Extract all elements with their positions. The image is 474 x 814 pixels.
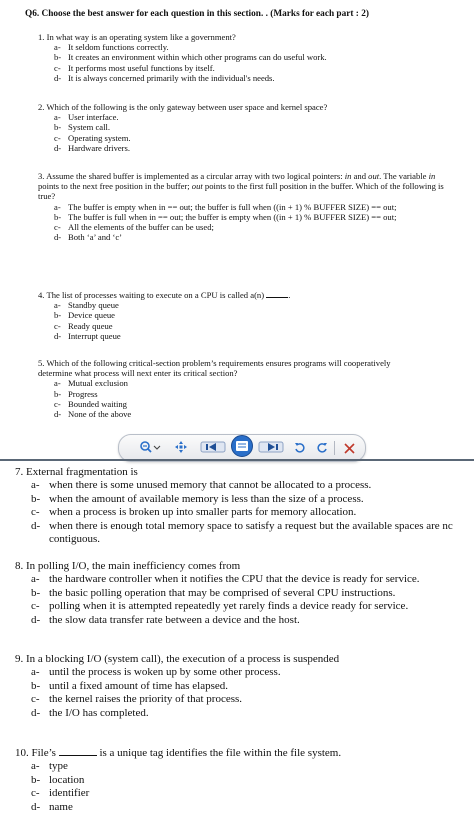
rotate-left-icon [294,439,306,458]
viewer-toolbar [118,434,366,462]
question-7 [15,466,474,546]
option-c: c- identifier [31,787,90,800]
option-c: c- Bounded waiting [54,398,127,409]
question-text: 4. The list of processes waiting to execute on a CPU is called a(n) . [38,290,291,300]
option-d: d- Both ‘a’ and ‘c’ [54,232,123,243]
question-text: 3. Assume the shared buffer is implemented as a circular array with two logical pointers: in and out. The variable in points to the next free position in the buffer; out points to the first full position in the buffer. Which of the following is true? [38,171,444,202]
next-page-icon [258,439,284,458]
option-a: a- Mutual exclusion [54,378,128,389]
close-icon [344,439,355,458]
answer-blank [59,746,97,756]
option-c: c- the kernel raises the priority of that process. [31,693,243,706]
option-b: b- System call. [54,122,111,133]
toolbar-separator [333,435,335,461]
option-c: c- Ready queue [54,320,113,331]
question-text: 9. In a blocking I/O (system call), the execution of a process is suspended [15,653,340,665]
question-text: 5. Which of the following critical-section problem’s requirements ensures programs will cooperatively determine what process will next enter its critical section? [38,358,391,379]
option-a: a- type [31,760,68,773]
question-2 [38,102,458,153]
question-text: 2. Which of the following is the only gateway between user space and kernel space? [38,102,328,112]
option-c: c- when a process is broken up into smaller parts for memory allocation. [31,506,357,519]
section-heading: Q6. Choose the best answer for each question in this section. . (Marks for each part : 2) [25,9,369,19]
pan-icon [174,439,188,458]
option-c: c- All the elements of the buffer can be used; [54,222,214,233]
next-page-button[interactable] [257,435,285,461]
option-b: b- when the amount of available memory is less than the size of a process. [31,492,364,505]
question-3 [38,171,448,242]
question-text: 10. File’s is a unique tag identifies the file within the file system. [15,747,342,759]
option-b: b- until a fixed amount of time has elapsed. [31,679,229,692]
option-b: b- Device queue [54,310,116,321]
previous-page-icon [200,439,226,458]
option-d: d- Hardware drivers. [54,142,131,153]
rotate-right-icon [316,439,328,458]
rotate-left-button[interactable] [291,435,309,461]
zoom-button[interactable] [133,435,167,461]
question-text: 7. External fragmentation is [15,466,138,478]
option-d: d- the I/O has completed. [31,706,149,719]
option-a: a- Standby queue [54,300,119,311]
page-view-icon [228,435,256,461]
option-b: b- The buffer is full when in == out; the buffer is empty when ((in + 1) % BUFFER SIZE) == out; [54,211,397,222]
pan-button[interactable] [171,435,191,461]
question-8 [15,560,474,627]
option-b: b- the basic polling operation that may be comprised of several CPU instructions. [31,586,396,599]
option-c: c- Operating system. [54,132,131,143]
question-text: 1. In what way is an operating system like a government? [38,32,236,42]
option-a: a- when there is some unused memory that cannot be allocated to a process. [31,479,372,492]
question-9 [15,653,474,720]
answer-blank [266,289,288,298]
option-a: a- User interface. [54,112,119,123]
page-divider [0,459,474,461]
option-a: a- until the process is woken up by some other process. [31,666,281,679]
previous-page-button[interactable] [199,435,227,461]
option-d: d- the slow data transfer rate between a device and the host. [31,613,300,626]
option-d: d- It is always concerned primarily with the individual's needs. [54,72,275,83]
option-a: a- The buffer is empty when in == out; the buffer is full when ((in + 1) % BUFFER SIZE) == out; [54,201,397,212]
option-c: c- It performs most useful functions by itself. [54,62,215,73]
option-d: d- Interrupt queue [54,330,121,341]
option-a: a- the hardware controller when it notifies the CPU that the device is ready for service. [31,573,420,586]
option-d: d- name [31,800,73,813]
option-c: c- polling when it is attempted repeatedly yet rarely finds a device ready for service. [31,600,409,613]
close-button[interactable] [339,435,359,461]
page-view-button[interactable] [227,435,257,461]
question-text: 8. In polling I/O, the main inefficiency comes from [15,560,241,572]
question-10 [15,746,474,814]
option-d-continued: contiguous. [49,533,101,546]
question-5 [38,358,418,419]
option-d: d- None of the above [54,409,132,420]
option-b: b- location [31,773,85,786]
rotate-right-button[interactable] [313,435,331,461]
option-b: b- Progress [54,388,98,399]
question-4 [38,289,458,341]
zoom-icon [139,439,161,458]
question-1 [38,32,458,83]
option-a: a- It seldom functions correctly. [54,42,169,53]
option-b: b- It creates an environment within which other programs can do useful work. [54,52,327,63]
option-d: d- when there is enough total memory space to satisfy a request but the available spaces are nc [31,519,453,532]
